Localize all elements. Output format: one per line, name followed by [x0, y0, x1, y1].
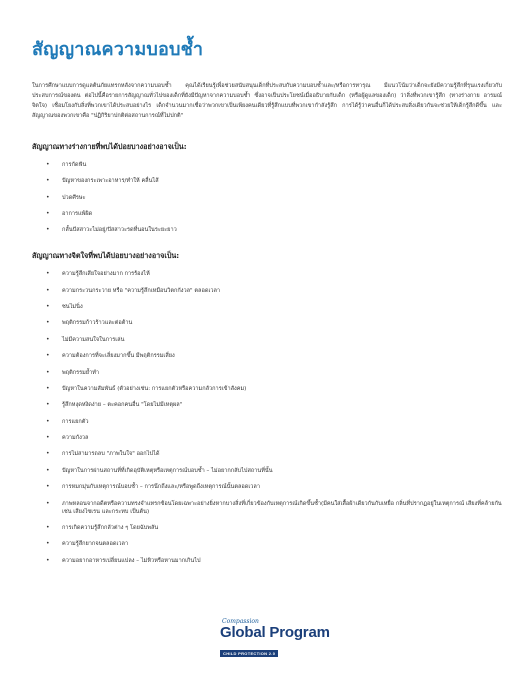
physical-signs-heading: สัญญาณทางร่างกายที่พบได้บ่อยบางอย่างอาจเป็น:	[32, 142, 187, 151]
bullet-icon: •	[46, 352, 50, 360]
bullet-icon: •	[46, 319, 50, 327]
bullet-icon: •	[46, 540, 50, 548]
bullet-icon: •	[46, 524, 50, 532]
bullet-icon: •	[46, 384, 50, 392]
list-item-text: ความกระวนกระวาย หรือ "ความรู้สึกเหมือนวิตกกังวล" ตลอดเวลา	[62, 287, 221, 294]
list-item-text: ความรู้สึกเสียใจอย่างมาก การร้องไห้	[62, 271, 150, 278]
list-item	[32, 161, 502, 169]
bullet-icon: •	[46, 286, 50, 294]
list-item-text: ปัญหาของกระเพาะอาหาร/ทำให้ คลื่นไส้	[62, 178, 159, 185]
list-item	[32, 500, 502, 516]
page-title: สัญญาณความบอบช้ำ	[32, 39, 204, 60]
bullet-icon: •	[46, 483, 50, 491]
bullet-icon: •	[46, 499, 50, 507]
list-item-text: การแยกตัว	[62, 418, 89, 425]
list-item	[32, 369, 502, 377]
list-item-text: ความกังวล	[62, 435, 89, 442]
bullet-icon: •	[46, 466, 50, 474]
bullet-icon: •	[46, 417, 50, 425]
bullet-icon: •	[46, 302, 50, 310]
list-item-text: ความต้องการที่จะเลี่ยงมากขึ้น มีพฤติกรรมเสี่ยง	[62, 353, 175, 360]
list-item-text: การไม่สามารถลบ "ภาพในใจ" ออกไปได้	[62, 451, 160, 458]
list-item-text: อาการแพ้ผิด	[62, 210, 93, 217]
list-item	[32, 401, 502, 409]
intro-paragraph: ในการศึกษาแบบการดูแลต้นภัยแทรกหลังจากความบอบช้ำ คุณได้เรียนรู้เพื่อช่วยสนับสนุนเด็กที่ประสบกับความบอบช้ำและ/หรือการทารุณ มีแนวโน้มว่าเด็กจะยังมีความรู้สึกที่รุนแรงเกี่ยวกับประสบการณ์ของตน ต่อไปนี้คือรายการสัญญาณทั่วไปของเด็กที่ยังมีปัญหาจากความบอบช้ำ ซึ่งอาจเป็นประโยชน์เมื่ออธิบายกับเด็ก (หรือผู้ดูแลของเด็ก) ว่าสิ่งที่พวกเขารู้สึก (ทางร่างกาย อารมณ์ จิตใจ) เชื่อมโยงกับสิ่งที่พวกเขาได้ประสบอย่างไร เด็กจำนวนมากเชื่อว่าพวกเขาเป็นเพียงคนเดียวที่รู้สึกแบบที่พวกเขากำลังรู้สึก การได้รู้ว่าคนอื่นก็ได้ประสบสิ่งเดียวกันจะช่วยให้เด็กรู้สึกดีขึ้น และสัญญาณของพวกเขาคือ "ปฏิกิริยาปกติต่อสถานการณ์ที่ไม่ปกติ"	[32, 83, 502, 119]
bullet-icon: •	[46, 209, 50, 217]
list-item	[32, 467, 502, 475]
list-item	[32, 270, 502, 278]
bullet-icon: •	[46, 193, 50, 201]
list-item-text: ปัญหาในการผ่านสถานที่ที่เกิดอุบัติเหตุหรือเหตุการณ์บอบช้ำ – ไม่อยากกลับไปสถานที่นั้น	[62, 467, 273, 474]
list-item	[32, 210, 502, 218]
list-item	[32, 194, 502, 202]
bullet-icon: •	[46, 226, 50, 234]
list-item	[32, 226, 502, 234]
bullet-icon: •	[46, 177, 50, 185]
bullet-icon: •	[46, 335, 50, 343]
list-item-text: รู้สึกหงุดหงิดง่าย – ตะคอกคนอื่น "โดยไม่มีเหตุผล"	[62, 402, 183, 409]
list-item	[32, 319, 502, 327]
list-item	[32, 352, 502, 360]
bullet-icon: •	[46, 270, 50, 278]
bullet-icon: •	[46, 450, 50, 458]
list-item	[32, 418, 502, 426]
list-item-text: ซนไม่นิ่ง	[62, 303, 83, 310]
list-item-text: การหมกมุ่นกับเหตุการณ์บอบช้ำ – การนึกถึงและ/หรือพูดถึงเหตุการณ์นั้นตลอดเวลา	[62, 484, 260, 491]
list-item-text: กลั้นปัสสาวะไม่อยู่/ปัสสาวะรดที่นอนในระยะยาว	[62, 227, 177, 234]
list-item-text: พฤติกรรมก้าวร้าวและต่อต้าน	[62, 320, 133, 327]
bullet-icon: •	[46, 401, 50, 409]
list-item	[32, 287, 502, 295]
list-item-text: ความรู้สึกยากจนตลอดเวลา	[62, 541, 129, 548]
list-item	[32, 540, 502, 548]
bullet-icon: •	[46, 161, 50, 168]
logo-tagline: CHILD PROTECTION 2.0	[220, 650, 278, 657]
list-item	[32, 336, 502, 344]
list-item	[32, 385, 502, 393]
logo-brand: Compassion	[222, 618, 259, 625]
list-item	[32, 177, 502, 185]
list-item-text: ปัญหาในความสัมพันธ์ (ตัวอย่างเช่น: การแยกตัวหรือความกลัวการเข้าสังคม)	[62, 385, 247, 392]
list-item	[32, 434, 502, 442]
list-item	[32, 303, 502, 311]
list-item	[32, 557, 502, 565]
emotional-signs-heading: สัญญาณทางจิตใจที่พบได้บ่อยบางอย่างอาจเป็น:	[32, 251, 180, 261]
physical-signs-list	[32, 161, 502, 234]
list-item-text: การเกิดความรู้สึกกลัวต่าง ๆ โดยฉับพลัน	[62, 525, 159, 532]
list-item-text: ภาพหลอนจากอดีตหรือความทรงจำแทรกซ้อนโดยเฉพาะอย่างยิ่งหากบางสิ่งที่เกี่ยวข้องกับเหตุการณ์เกิดขึ้นซ้ำ(มีคนใส่เสื้อผ้าเดียวกันกับเหยื่อ กลิ่นที่ปรากฏอยู่ในเหตุการณ์ เสียงที่คล้ายกัน เช่น เสียงไซเรน และกระทบ เป็นต้น)	[62, 500, 502, 515]
list-item-text: ความอยากอาหารเปลี่ยนแปลง – ไม่หิวหรือหานมากเกินไป	[62, 557, 201, 564]
emotional-signs-list	[32, 270, 502, 565]
list-item	[32, 524, 502, 532]
compassion-logo	[220, 618, 330, 659]
logo-name: Global Program	[220, 624, 330, 641]
bullet-icon: •	[46, 434, 50, 442]
list-item-text: ไม่มีความสนใจในการเล่น	[62, 336, 125, 343]
list-item	[32, 483, 502, 491]
list-item-text: ปวดศีรษะ	[62, 194, 86, 201]
list-item-text: การกัดฟัน	[62, 162, 87, 168]
list-item-text: พฤติกรรมย้ำทำ	[62, 369, 100, 376]
bullet-icon: •	[46, 556, 50, 564]
bullet-icon: •	[46, 368, 50, 376]
list-item	[32, 450, 502, 458]
